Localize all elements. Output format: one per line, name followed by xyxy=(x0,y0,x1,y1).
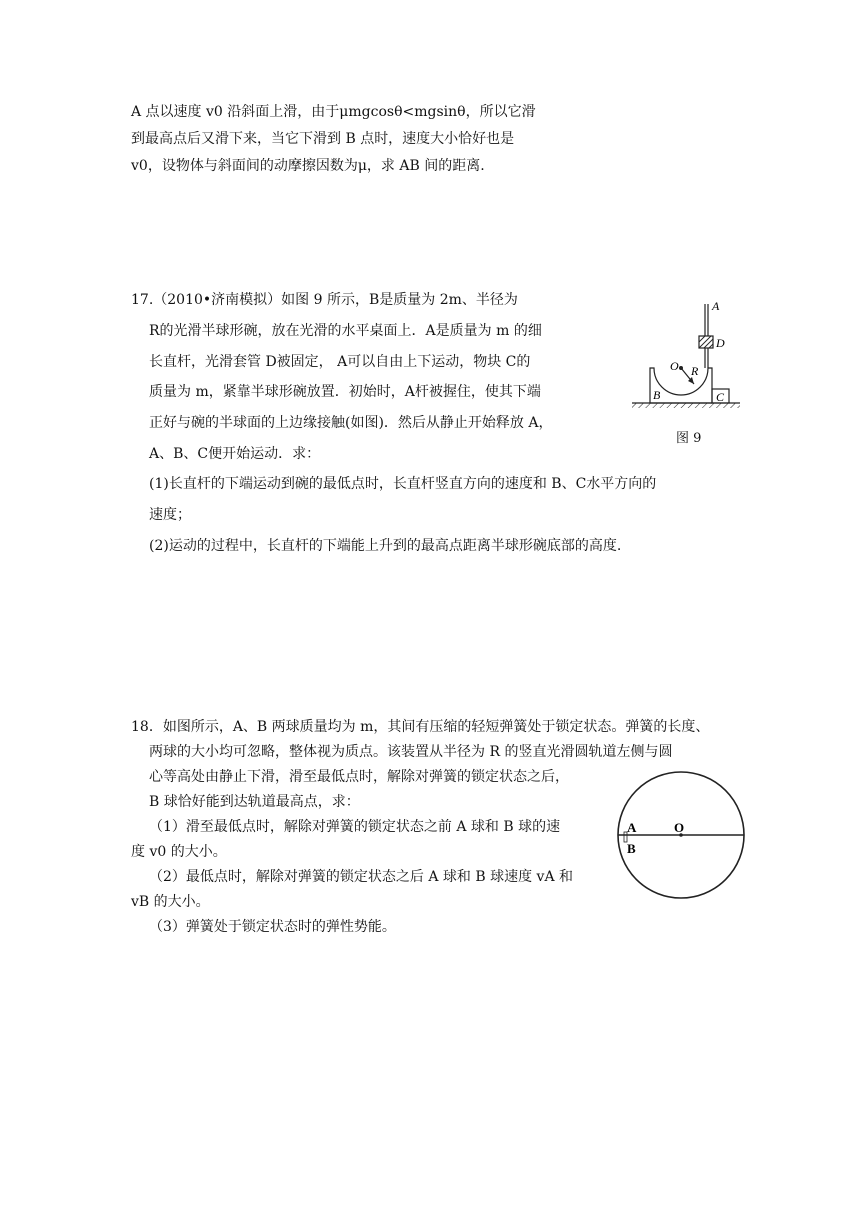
q18-line-1: 18．如图所示，A、B 两球质量均为 m，其间有压缩的轻短弹簧处于锁定状态。弹簧的长度、 xyxy=(131,719,710,735)
q18-line-5: （1）滑至最低点时，解除对弹簧的锁定状态之前 A 球和 B 球的速 xyxy=(149,819,561,835)
circle-track-figure xyxy=(612,760,752,910)
label-b: B xyxy=(653,388,661,402)
q17-line-3: 长直杆，光滑套管 D被固定， A可以自由上下运动，物块 C的 xyxy=(149,354,531,370)
q16-line-3: v0，设物体与斜面间的动摩擦因数为μ，求 AB 间的距离. xyxy=(131,158,485,174)
q17-line-1: 17.（2010•济南模拟）如图 9 所示，B是质量为 2m、半径为 xyxy=(131,292,518,308)
q18-line-2: 两球的大小均可忽略，整体视为质点。该装置从半径为 R 的竖直光滑圆轨道左侧与圆 xyxy=(149,744,673,760)
label-a: A xyxy=(712,299,720,313)
label-r: R xyxy=(691,364,699,378)
q17-line-5: 正好与碗的半球面的上边缘接触(如图)．然后从静止开始释放 A， xyxy=(149,415,553,431)
q18-line-8: vB 的大小。 xyxy=(131,894,210,910)
q17-line-6: A、B、C便开始运动．求： xyxy=(149,446,321,462)
q17-line-8: 速度； xyxy=(149,507,191,523)
figure-9-caption: 图 9 xyxy=(676,431,702,446)
q17-line-4: 质量为 m，紧靠半球形碗放置．初始时，A杆被握住，使其下端 xyxy=(149,384,541,400)
figure-9-diagram xyxy=(628,298,748,418)
label-a: A xyxy=(627,820,637,835)
q18-line-3: 心等高处由静止下滑，滑至最低点时，解除对弹簧的锁定状态之后， xyxy=(149,769,569,785)
q18-line-6: 度 v0 的大小。 xyxy=(131,844,227,860)
q17-line-2: R的光滑半球形碗，放在光滑的水平桌面上．A是质量为 m 的细 xyxy=(149,323,542,339)
label-o: O xyxy=(670,359,679,373)
q18-line-9: （3）弹簧处于锁定状态时的弹性势能。 xyxy=(149,919,396,935)
circle-track-diagram xyxy=(612,760,752,910)
q17-line-9: (2)运动的过程中，长直杆的下端能上升到的最高点距离半球形碗底部的高度. xyxy=(149,538,622,554)
figure-9 xyxy=(628,298,748,418)
q16-line-2: 到最高点后又滑下来，当它下滑到 B 点时，速度大小恰好也是 xyxy=(131,131,515,147)
label-d: D xyxy=(716,336,725,350)
label-c: C xyxy=(716,390,725,404)
q17-line-7: (1)长直杆的下端运动到碗的最低点时，长直杆竖直方向的速度和 B、C水平方向的 xyxy=(149,476,657,492)
sleeve-d xyxy=(699,336,713,348)
label-o: O xyxy=(674,820,685,835)
q16-line-1: A 点以速度 v0 沿斜面上滑，由于μmgcosθ<mgsinθ，所以它滑 xyxy=(131,104,536,120)
q18-line-7: （2）最低点时，解除对弹簧的锁定状态之后 A 球和 B 球速度 vA 和 xyxy=(149,869,574,885)
q18-line-4: B 球恰好能到达轨道最高点，求： xyxy=(149,794,360,810)
label-b: B xyxy=(627,841,636,856)
